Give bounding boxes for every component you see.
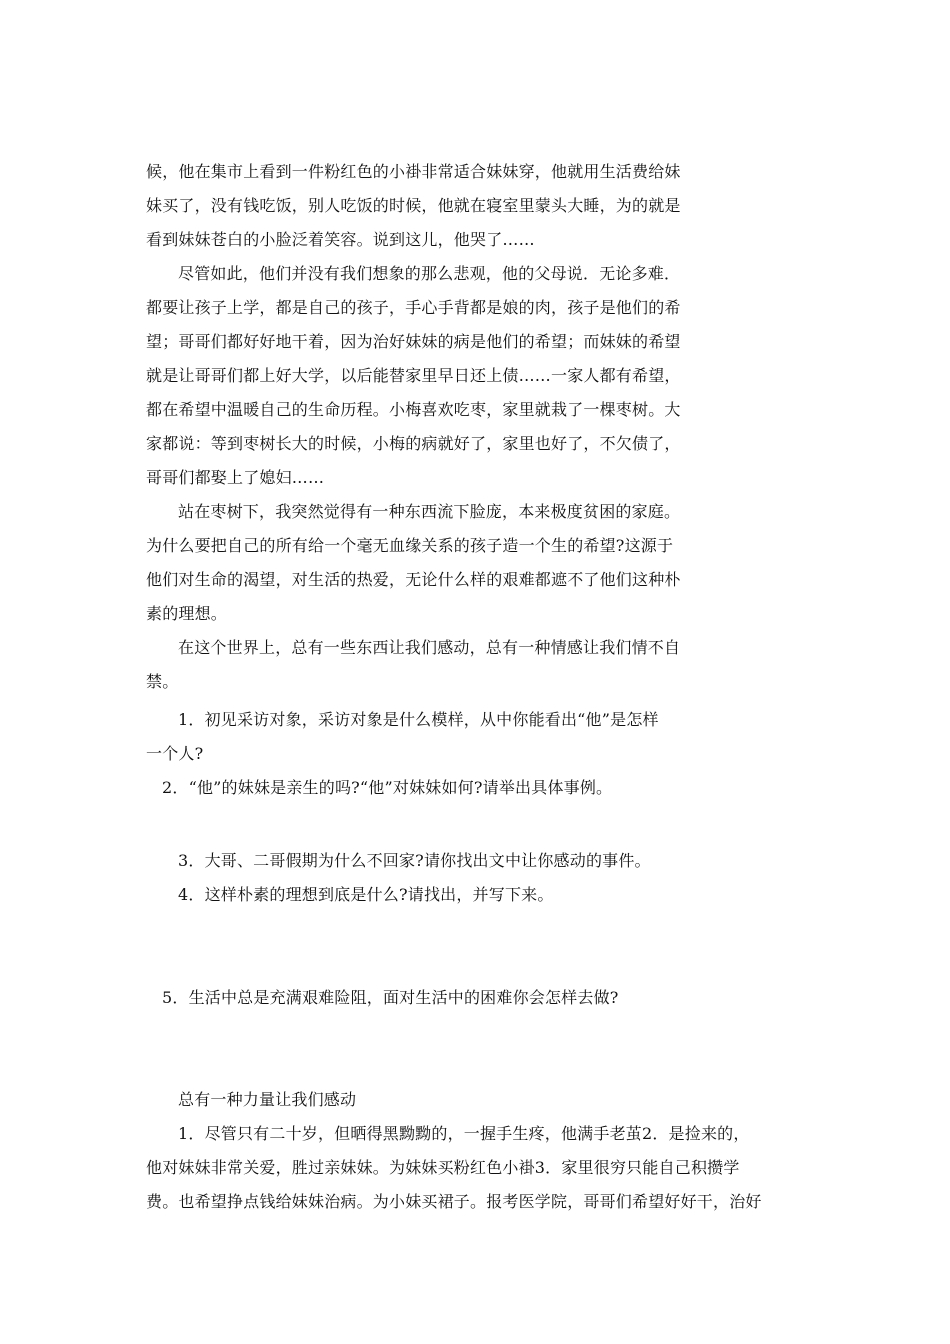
question-1-cont: 一个人? — [146, 744, 204, 763]
question-5: 5．生活中总是充满艰难险阻，面对生活中的困难你会怎样去做? — [162, 988, 619, 1007]
question-4: 4．这样朴素的理想到底是什么?请找出，并写下来。 — [178, 885, 554, 904]
question-3: 3．大哥、二哥假期为什么不回家?请你找出文中让你感动的事件。 — [178, 851, 651, 870]
answer-text-line: 费。也希望挣点钱给妹妹治病。为小妹买裙子。报考医学院，哥哥们希望好好干，治好 — [146, 1192, 762, 1211]
body-text-line: 禁。 — [146, 672, 179, 691]
body-text-line: 家都说：等到枣树长大的时候，小梅的病就好了，家里也好了，不欠债了， — [146, 434, 681, 453]
body-text-line: 都在希望中温暖自己的生命历程。小梅喜欢吃枣，家里就栽了一棵枣树。大 — [146, 400, 681, 419]
body-text-line: 望；哥哥们都好好地干着，因为治好妹妹的病是他们的希望；而妹妹的希望 — [146, 332, 681, 351]
answer-heading: 总有一种力量让我们感动 — [178, 1090, 357, 1109]
body-text-line: 尽管如此，他们并没有我们想象的那么悲观，他的父母说．无论多难． — [178, 264, 681, 283]
body-text-line: 为什么要把自己的所有给一个毫无血缘关系的孩子造一个生的希望?这源于 — [146, 536, 674, 555]
body-text-line: 就是让哥哥们都上好大学，以后能替家里早日还上债……一家人都有希望， — [146, 366, 681, 385]
body-text-line: 看到妹妹苍白的小脸泛着笑容。说到这儿，他哭了…… — [146, 230, 535, 249]
answer-text-line: 他对妹妹非常关爱，胜过亲妹妹。为妹妹买粉红色小褂3．家里很穷只能自己积攒学 — [146, 1158, 740, 1177]
body-text-line: 他们对生命的渴望，对生活的热爱，无论什么样的艰难都遮不了他们这种朴 — [146, 570, 681, 589]
question-2: 2．“他”的妹妹是亲生的吗?“他”对妹妹如何?请举出具体事例。 — [162, 778, 613, 797]
body-text-line: 候，他在集市上看到一件粉红色的小褂非常适合妹妹穿，他就用生活费给妹 — [146, 162, 681, 181]
body-text-line: 在这个世界上，总有一些东西让我们感动，总有一种情感让我们情不自 — [178, 638, 681, 657]
body-text-line: 素的理想。 — [146, 604, 228, 623]
answer-text-line: 1．尽管只有二十岁，但晒得黑黝黝的，一握手生疼，他满手老茧2．是捡来的， — [178, 1124, 750, 1143]
body-text-line: 都要让孩子上学，都是自己的孩子，手心手背都是娘的肉，孩子是他们的希 — [146, 298, 681, 317]
body-text-line: 站在枣树下，我突然觉得有一种东西流下脸庞，本来极度贫困的家庭。 — [178, 502, 681, 521]
question-1: 1．初见采访对象，采访对象是什么模样，从中你能看出“他”是怎样 — [178, 710, 659, 729]
body-text-line: 哥哥们都娶上了媳妇…… — [146, 468, 325, 487]
body-text-line: 妹买了，没有钱吃饭，别人吃饭的时候，他就在寝室里蒙头大睡，为的就是 — [146, 196, 681, 215]
